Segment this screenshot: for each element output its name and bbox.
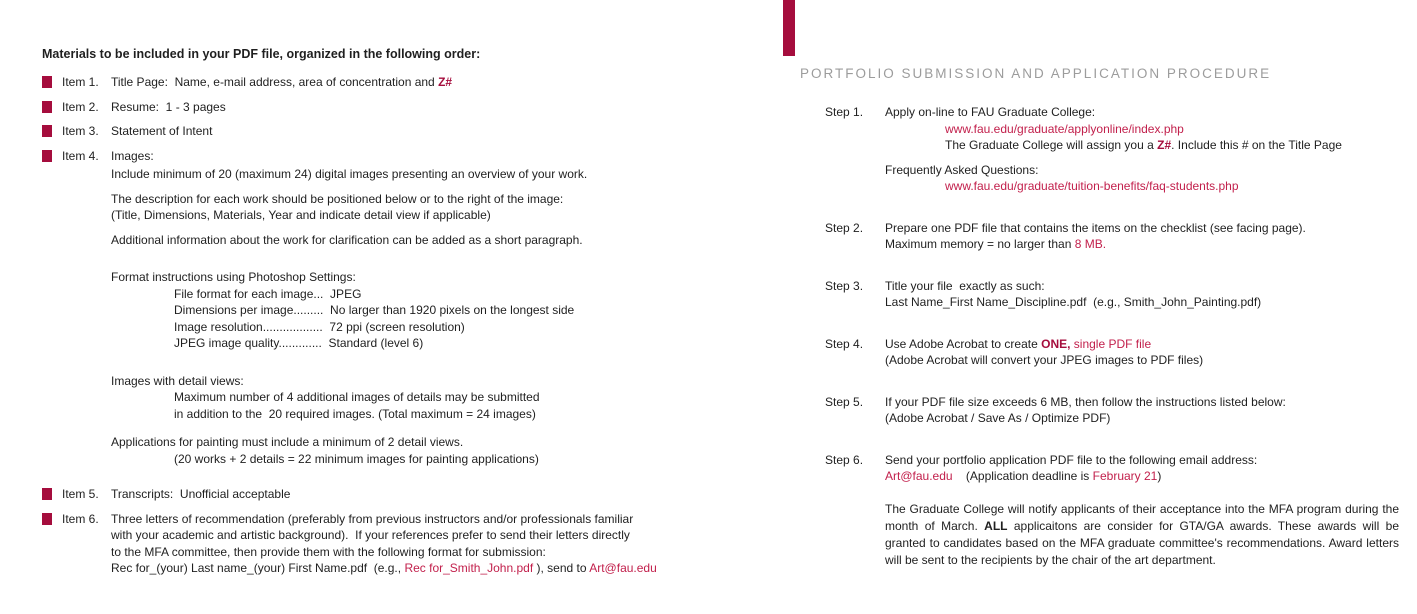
- text-segment: Send your portfolio application PDF file to the following email address:: [885, 452, 1258, 467]
- square-bullet-icon: [42, 76, 52, 88]
- step-text: [885, 394, 1405, 427]
- step-row-6: [825, 452, 1405, 485]
- text-segment: Three letters of recommendation (preferably from previous instructors and/or professionals familiar: [111, 511, 634, 526]
- text-line: [111, 74, 732, 91]
- text-line: [111, 166, 732, 183]
- text-segment: If your PDF file size exceeds 6 MB, then follow the instructions listed below:: [885, 394, 1286, 409]
- text-segment: in addition to the 20 required images. (Total maximum = 24 images): [174, 406, 536, 421]
- text-segment: Maximum number of 4 additional images of details may be submitted: [174, 390, 540, 404]
- accent-bar: [783, 0, 795, 56]
- text-segment: The Graduate College will notify applicants of their acceptance into the MFA program during the month of March.: [885, 501, 1399, 533]
- text-segment: Statement of Intent: [111, 124, 213, 138]
- item-label: Item 1.: [62, 75, 99, 89]
- text-segment: Apply on-line to FAU Graduate College:: [885, 105, 1096, 119]
- link[interactable]: Art@fau.edu: [885, 469, 953, 483]
- item-row-1: [42, 74, 732, 91]
- text-line: [174, 286, 732, 303]
- text-line: [945, 121, 1405, 138]
- item-4-details: [111, 166, 732, 467]
- text-line: [111, 269, 732, 286]
- step-label: Step 6.: [825, 452, 864, 467]
- text-line: [885, 452, 1405, 469]
- text-segment: ): [1157, 469, 1162, 483]
- text-segment: . Include this # on the Title Page: [1171, 138, 1342, 152]
- text-segment: The description for each work should be positioned below or to the right of the image:: [111, 191, 564, 206]
- text-segment: (Adobe Acrobat / Save As / Optimize PDF): [885, 411, 1111, 425]
- text-segment: Dimensions per image......... No larger than 1920 pixels on the longest side: [174, 303, 575, 317]
- text-line: [945, 178, 1405, 195]
- square-bullet-icon: [42, 101, 52, 113]
- text-line: [111, 544, 732, 561]
- closing-paragraph: [885, 501, 1399, 569]
- text-segment: single PDF file: [1070, 336, 1152, 351]
- step-label: Step 5.: [825, 394, 864, 409]
- item-text: [111, 74, 732, 91]
- steps-list: [825, 104, 1405, 485]
- item-label: Item 2.: [62, 99, 99, 114]
- item-row-3: [42, 123, 732, 140]
- text-line: [111, 560, 732, 577]
- text-segment: The Graduate College will assign you a: [945, 138, 1158, 152]
- item-text: [111, 99, 732, 116]
- step-text: [885, 220, 1405, 253]
- item-row-2: [42, 99, 732, 116]
- item-text: [111, 486, 732, 503]
- text-segment: Last Name_First Name_Discipline.pdf (e.g., Smith_John_Painting.pdf): [885, 295, 1262, 309]
- text-line: [111, 207, 732, 224]
- item-row-4: [42, 148, 732, 474]
- text-line: [111, 527, 732, 544]
- step-label: Step 3.: [825, 278, 864, 293]
- text-segment: Prepare one PDF file that contains the items on the checklist (see facing page).: [885, 220, 1306, 235]
- text-segment: Z#: [438, 75, 453, 89]
- text-segment: Maximum memory = no larger than: [885, 237, 1075, 251]
- text-segment: ALL: [984, 518, 1008, 533]
- text-segment: Title your file exactly as such:: [885, 278, 1045, 293]
- text-line: [174, 302, 732, 319]
- item-label: Item 3.: [62, 124, 99, 138]
- text-segment: (Adobe Acrobat will convert your JPEG images to PDF files): [885, 353, 1204, 367]
- text-segment: with your academic and artistic background). If your references prefer to send their letters directly: [111, 528, 630, 542]
- step-row-5: [825, 394, 1405, 427]
- text-segment: Title Page: Name, e-mail address, area of concentration and: [111, 75, 439, 89]
- text-line: [885, 294, 1405, 311]
- text-segment: Images with detail views:: [111, 373, 244, 388]
- text-line: [111, 434, 732, 451]
- step-label: Step 4.: [825, 336, 864, 351]
- step-text: [885, 452, 1405, 485]
- text-line: [885, 352, 1405, 369]
- text-line: [111, 123, 732, 140]
- text-line: [885, 162, 1405, 179]
- item-label: Item 6.: [62, 511, 99, 526]
- text-line: [111, 99, 732, 116]
- text-line: [885, 104, 1405, 121]
- text-segment: Frequently Asked Questions:: [885, 162, 1039, 177]
- item-row-6: [42, 511, 732, 577]
- text-segment: Resume: 1 - 3 pages: [111, 99, 226, 114]
- section-heading: PORTFOLIO SUBMISSION AND APPLICATION PROCEDURE: [800, 66, 1272, 81]
- text-segment: Use Adobe Acrobat to create: [885, 336, 1042, 351]
- item-text: [111, 148, 732, 474]
- link[interactable]: www.fau.edu/graduate/applyonline/index.php: [945, 121, 1184, 136]
- square-bullet-icon: [42, 150, 52, 162]
- text-segment: Z#: [1157, 138, 1172, 152]
- item-label: Item 5.: [62, 487, 99, 501]
- text-segment: Image resolution.................. 72 ppi (screen resolution): [174, 319, 465, 334]
- text-line: [885, 468, 1405, 485]
- text-segment: Rec for_(your) Last name_(your) First Name.pdf (e.g.,: [111, 561, 405, 575]
- text-line: [174, 451, 732, 468]
- text-line: [885, 410, 1405, 427]
- text-segment: (Title, Dimensions, Materials, Year and indicate detail view if applicable): [111, 208, 491, 222]
- text-line: [111, 511, 732, 528]
- text-line: [885, 336, 1405, 353]
- text-line: [111, 486, 732, 503]
- text-segment: February 21: [1092, 469, 1158, 483]
- text-segment: Format instructions using Photoshop Settings:: [111, 270, 356, 284]
- square-bullet-icon: [42, 125, 52, 137]
- text-line: [174, 389, 732, 406]
- step-label: Step 1.: [825, 105, 864, 119]
- text-segment: (20 works + 2 details = 22 minimum images for painting applications): [174, 451, 539, 466]
- item-text: [111, 123, 732, 140]
- step-row-4: [825, 336, 1405, 369]
- text-line: [111, 232, 732, 249]
- text-segment: ONE,: [1041, 336, 1071, 351]
- text-line: [885, 236, 1405, 253]
- text-line: [111, 373, 732, 390]
- text-segment: JPEG image quality............. Standard (level 6): [174, 336, 424, 350]
- step-row-1: [825, 104, 1405, 195]
- text-segment: applicaitons are consider for GTA/GA awards. These awards will be granted to candidates based on the MFA graduate committee's recommendations. Award letters will be sent to the recipients by the chair of the art department.: [885, 518, 1399, 567]
- text-segment: Transcripts: Unofficial acceptable: [111, 487, 291, 501]
- square-bullet-icon: [42, 513, 52, 525]
- text-line: [174, 406, 732, 423]
- link[interactable]: www.fau.edu/graduate/tuition-benefits/faq-students.php: [945, 179, 1239, 193]
- text-segment: File format for each image... JPEG: [174, 286, 362, 301]
- step-label: Step 2.: [825, 220, 864, 235]
- text-segment: Applications for painting must include a minimum of 2 detail views.: [111, 435, 464, 449]
- item-row-5: [42, 486, 732, 503]
- text-segment: Include minimum of 20 (maximum 24) digital images presenting an overview of your work.: [111, 167, 588, 181]
- item-text: [111, 511, 732, 577]
- step-text: [885, 336, 1405, 369]
- text-segment: 8 MB.: [1074, 237, 1107, 251]
- materials-heading: Materials to be included in your PDF file, organized in the following order:: [42, 47, 481, 61]
- text-line: [174, 335, 732, 352]
- procedure-section: [800, 66, 1405, 569]
- text-line: [174, 319, 732, 336]
- text-line: [111, 148, 732, 165]
- square-bullet-icon: [42, 488, 52, 500]
- text-line: [945, 137, 1405, 154]
- step-row-2: [825, 220, 1405, 253]
- text-line: [885, 394, 1405, 411]
- step-text: [885, 278, 1405, 311]
- text-segment: to the MFA committee, then provide them with the following format for submission:: [111, 544, 546, 559]
- step-text: [885, 104, 1405, 195]
- text-segment: Additional information about the work for clarification can be added as a short paragraph.: [111, 232, 583, 247]
- text-line: [111, 191, 732, 208]
- step-row-3: [825, 278, 1405, 311]
- text-segment: (Application deadline is: [952, 469, 1093, 483]
- text-segment: Images:: [111, 148, 154, 163]
- item-label: Item 4.: [62, 148, 99, 163]
- text-segment: Rec for_Smith_John.pdf: [404, 561, 537, 575]
- text-line: [885, 220, 1405, 237]
- link[interactable]: Art@fau.edu: [589, 561, 657, 575]
- text-segment: ), send to: [536, 561, 590, 575]
- materials-checklist: [42, 46, 732, 577]
- text-line: [885, 278, 1405, 295]
